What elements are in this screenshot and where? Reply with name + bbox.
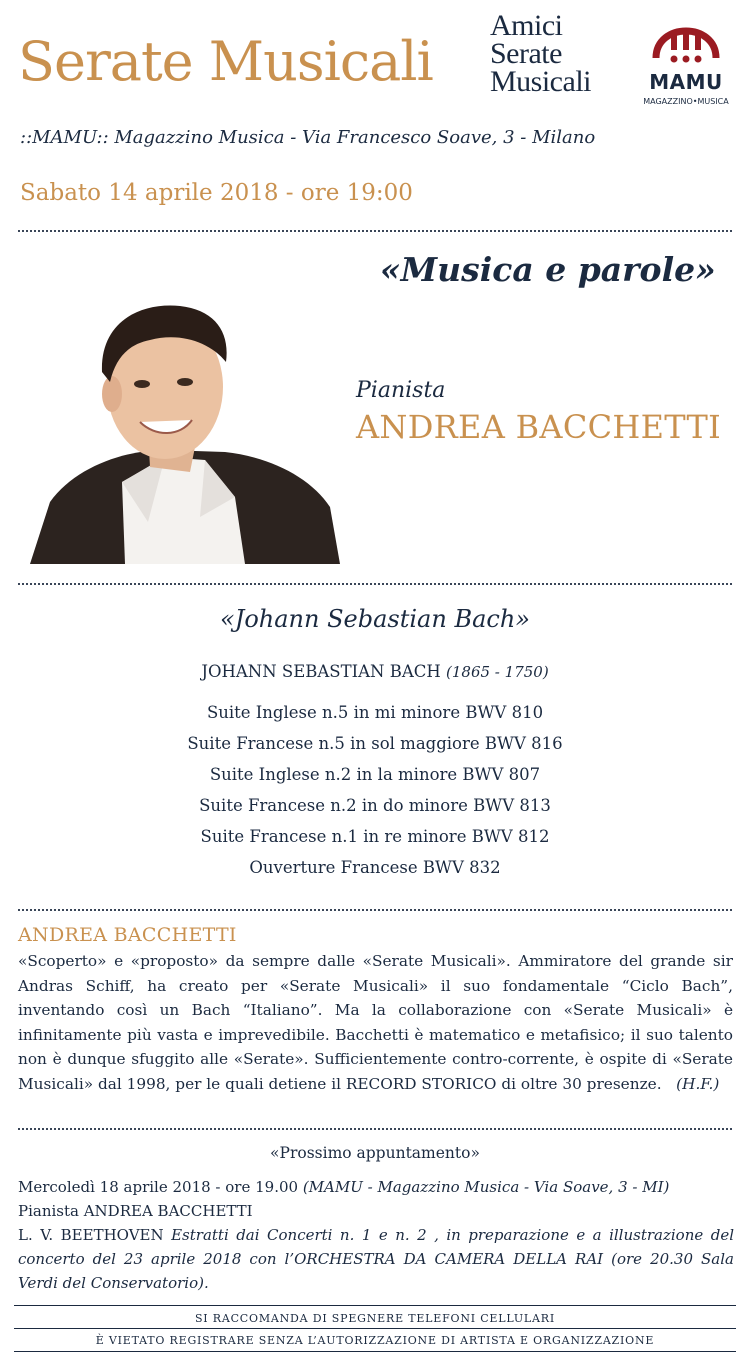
program-work: Suite Francese n.1 in re minore BWV 812	[200, 827, 550, 846]
program-work: Ouverture Francese BWV 832	[249, 858, 501, 877]
notice-divider	[14, 1351, 736, 1352]
event-date: Sabato 14 aprile 2018 - ore 19:00	[20, 180, 413, 206]
performer-name: ANDREA BACCHETTI	[356, 408, 722, 446]
pianist-portrait-image	[30, 292, 340, 564]
dotted-divider	[18, 583, 732, 585]
notice-divider	[14, 1328, 736, 1329]
next-event-program	[18, 1223, 734, 1295]
next-event-location: (MAMU - Magazzino Musica - Via Soave, 3 - MI)	[302, 1178, 670, 1196]
dotted-divider	[18, 909, 732, 911]
amici-logo-line: Serate	[490, 37, 562, 70]
bio-heading: ANDREA BACCHETTI	[18, 924, 237, 946]
performer-role: Pianista	[356, 378, 446, 403]
program-title: «Johann Sebastian Bach»	[220, 605, 530, 633]
page-title: Serate Musicali	[18, 30, 433, 93]
next-event-heading: «Prossimo appuntamento»	[270, 1144, 480, 1162]
program-work: Suite Francese n.5 in sol maggiore BWV 816	[187, 734, 563, 753]
composer-dates: (1865 - 1750)	[446, 663, 549, 681]
amici-logo-line: Amici	[490, 9, 563, 42]
bio-signature: (H.F.)	[676, 1074, 720, 1093]
concert-title: «Musica e parole»	[380, 250, 716, 289]
next-event-program-desc: Estratti dai Concerti n. 1 e n. 2 , in preparazione e a illustrazione del concerto del 23 aprile 2018 con l’ORCHESTRA DA CAMERA DELLA RAI (ore 20.30 Sala Verdi del Conservatorio).	[18, 1226, 734, 1292]
next-event-performer: Pianista ANDREA BACCHETTI	[18, 1202, 253, 1220]
program-work: Suite Inglese n.5 in mi minore BWV 810	[206, 703, 544, 722]
program-work: Suite Inglese n.2 in la minore BWV 807	[209, 765, 541, 784]
mamu-logo-word: MAMU	[649, 70, 723, 94]
amici-serate-musicali-logo	[490, 9, 591, 98]
bio-text	[18, 949, 733, 1096]
amici-logo-line: Musicali	[490, 65, 591, 98]
next-event-composer: L. V. BEETHOVEN	[18, 1226, 164, 1244]
dotted-divider	[18, 1128, 732, 1130]
next-event-date-text: Mercoledì 18 aprile 2018 - ore 19.00	[18, 1178, 299, 1196]
program-work: Suite Francese n.2 in do minore BWV 813	[199, 796, 551, 815]
mamu-logo	[640, 10, 732, 110]
notice-phones: SI RACCOMANDA DI SPEGNERE TELEFONI CELLULARI	[194, 1312, 556, 1325]
program-composer	[0, 662, 750, 681]
notice-divider	[14, 1305, 736, 1306]
bio-body: «Scoperto» e «proposto» da sempre dalle «Serate Musicali». Ammiratore del grande sir Andras Schiff, ha creato per «Serate Musicali» il suo fondamentale “Ciclo Bach”, inventando così un Bach “Italiano”. Ma la collaborazione con «Serate Musicali» è infinitamente più vasta e imprevedibile. Bacchetti è matematico e metafisico; il suo talento non è dunque sfuggito alle «Serate». Sufficientemente contro-corrente, è ospite di «Serate Musicali» dal 1998, per le quali detiene il RECORD STORICO di oltre 30 presenze.	[18, 952, 733, 1093]
notice-recording: È VIETATO REGISTRARE SENZA L’AUTORIZZAZIONE DI ARTISTA E ORGANIZZAZIONE	[95, 1334, 655, 1347]
dotted-divider	[18, 230, 732, 232]
mamu-logo-tagline: MAGAZZINO•MUSICA	[643, 97, 729, 106]
venue-line: ::MAMU:: Magazzino Musica - Via Francesco Soave, 3 - Milano	[20, 127, 596, 148]
composer-name: JOHANN SEBASTIAN BACH	[201, 662, 441, 681]
next-event-date	[18, 1175, 734, 1199]
mamu-arch-icon	[650, 10, 722, 68]
